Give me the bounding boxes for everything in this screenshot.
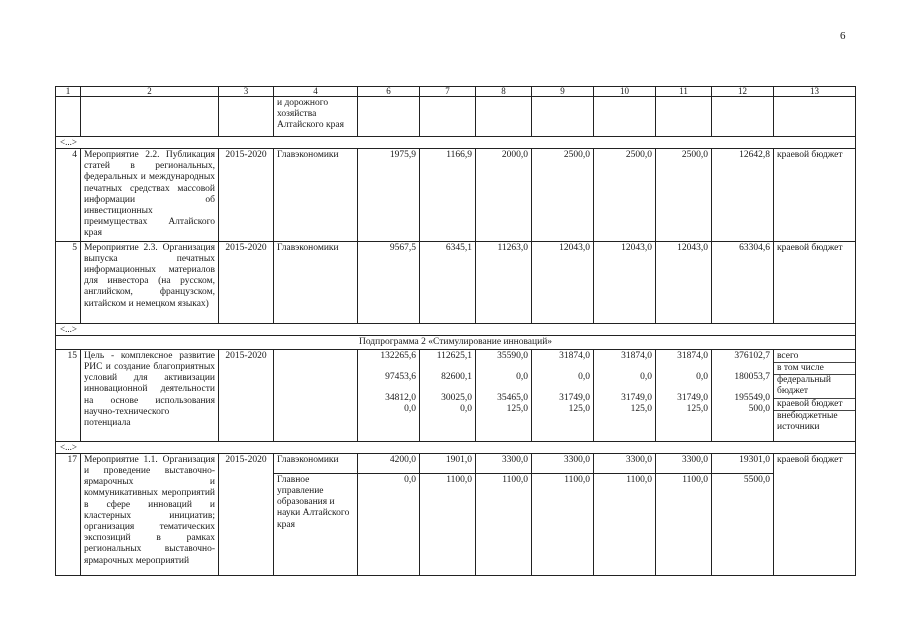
value-cell: 12043,0 [532,241,594,323]
col-num: 11 [656,87,712,97]
measure-name: Мероприятие 1.1. Организация и проведение выставочно-ярмарочных и коммуникативных мероприятий в сфере инноваций и кластерных инициатив; организация тематических экспозиций в рамках региональных выставочно-ярмарочных мероприятий [81,453,219,575]
value-federal: 0,0 [640,372,652,383]
subprogram-title: Подпрограмма 2 «Стимулирование инноваций» [56,335,856,349]
value-federal: 0,0 [578,372,590,383]
value-stack [712,349,774,441]
table-row-4 [56,149,856,242]
value-extrabudget: 125,0 [568,404,590,415]
table-row-17a [56,453,856,473]
executor [274,349,358,441]
period: 2015-2020 [219,349,274,441]
value-total: 35590,0 [497,350,528,361]
executor: Главэкономики [274,241,358,323]
ellipsis: <...> [56,441,856,453]
value-cell: 3300,0 [656,453,712,473]
value-federal: 0,0 [516,372,528,383]
funding-source: краевой бюджет [774,241,856,323]
value-cell: 3300,0 [594,453,656,473]
col-num: 13 [774,87,856,97]
period: 2015-2020 [219,453,274,575]
funding-source: краевой бюджет [774,453,856,575]
value-total: 31874,0 [559,350,590,361]
row-number: 15 [56,349,81,441]
col-num: 3 [219,87,274,97]
value-cell: 0,0 [358,473,420,575]
value-cell: 2000,0 [476,149,532,242]
value-stack [420,349,476,441]
period: 2015-2020 [219,149,274,242]
ellipsis-row [56,323,856,335]
executor: Главэкономики [274,149,358,242]
value-total: 112625,1 [436,350,472,361]
value-cell: 1100,0 [532,473,594,575]
col-num: 9 [532,87,594,97]
source-total: всего [774,351,855,363]
value-cell: 5500,0 [712,473,774,575]
value-federal: 180053,7 [734,372,770,383]
measure-name: Мероприятие 2.2. Публикация статей в региональных, федеральных и международных печатных средствах массовой информации об инвестиционных преимуществах Алтайского края [81,149,219,242]
col-num: 8 [476,87,532,97]
executor-cell: и дорожного хозяйства Алтайского края [274,97,358,137]
funding-sources [774,349,856,441]
value-cell: 1901,0 [420,453,476,473]
ellipsis: <...> [56,137,856,149]
value-regional: 31749,0 [621,393,652,404]
value-total: 376102,7 [734,350,770,361]
value-total: 132265,6 [380,350,416,361]
value-regional: 195549,0 [734,393,770,404]
value-cell: 4200,0 [358,453,420,473]
col-num: 2 [81,87,219,97]
value-federal: 0,0 [696,372,708,383]
value-total: 31874,0 [677,350,708,361]
value-regional: 31749,0 [677,393,708,404]
value-regional: 31749,0 [559,393,590,404]
ellipsis-row [56,137,856,149]
value-cell: 12043,0 [594,241,656,323]
value-cell: 19301,0 [712,453,774,473]
executor: Главное управление образования и науки Алтайского края [274,473,358,575]
row-number: 4 [56,149,81,242]
col-num: 10 [594,87,656,97]
row-number: 5 [56,241,81,323]
measure-name: Мероприятие 2.3. Организация выпуска печатных информационных материалов для инвестора (на русском, английском, французском, китайском и немецком языках) [81,241,219,323]
value-regional: 30025,0 [441,393,472,404]
table-row-15 [56,349,856,441]
value-cell: 1166,9 [420,149,476,242]
col-num: 7 [420,87,476,97]
value-stack [476,349,532,441]
value-cell: 6345,1 [420,241,476,323]
column-number-row [56,87,856,97]
period: 2015-2020 [219,241,274,323]
continuation-row [56,97,856,137]
funding-source: краевой бюджет [774,149,856,242]
value-federal: 97453,6 [385,372,416,383]
value-cell: 2500,0 [594,149,656,242]
row-number: 17 [56,453,81,575]
value-cell: 3300,0 [532,453,594,473]
source-including: в том числе [774,363,855,375]
value-cell: 1100,0 [476,473,532,575]
value-cell: 2500,0 [656,149,712,242]
table-row-5 [56,241,856,323]
value-extrabudget: 125,0 [630,404,652,415]
value-cell: 12642,8 [712,149,774,242]
value-federal: 82600,1 [441,372,472,383]
value-extrabudget: 500,0 [748,404,770,415]
source-federal: федеральный бюджет [774,375,855,398]
source-extrabudget: внебюджетные источники [777,410,838,433]
page-number: 6 [840,30,846,42]
col-num: 6 [358,87,420,97]
value-cell: 12043,0 [656,241,712,323]
value-total: 31874,0 [621,350,652,361]
goal-name: Цель - комплексное развитие РИС и создание благоприятных условий для активизации инновационной деятельности на основе использования научно-технического потенциала [81,349,219,441]
value-cell: 1100,0 [656,473,712,575]
value-cell: 1100,0 [594,473,656,575]
value-cell: 2500,0 [532,149,594,242]
col-num: 1 [56,87,81,97]
value-stack [532,349,594,441]
ellipsis: <...> [56,323,856,335]
ellipsis-row [56,441,856,453]
source-regional: краевой бюджет [774,399,855,411]
value-regional: 34812,0 [385,393,416,404]
subprogram-title-row [56,335,856,349]
value-cell: 63304,6 [712,241,774,323]
value-cell: 9567,5 [358,241,420,323]
value-cell: 11263,0 [476,241,532,323]
value-stack [594,349,656,441]
value-stack [656,349,712,441]
value-extrabudget: 125,0 [686,404,708,415]
value-stack [358,349,420,441]
value-cell: 1100,0 [420,473,476,575]
executor: Главэкономики [274,453,358,473]
col-num: 4 [274,87,358,97]
col-num: 12 [712,87,774,97]
value-cell: 3300,0 [476,453,532,473]
value-extrabudget: 0,0 [460,404,472,415]
value-extrabudget: 125,0 [506,404,528,415]
value-extrabudget: 0,0 [404,404,416,415]
value-cell: 1975,9 [358,149,420,242]
budget-table [55,86,856,576]
value-regional: 35465,0 [497,393,528,404]
